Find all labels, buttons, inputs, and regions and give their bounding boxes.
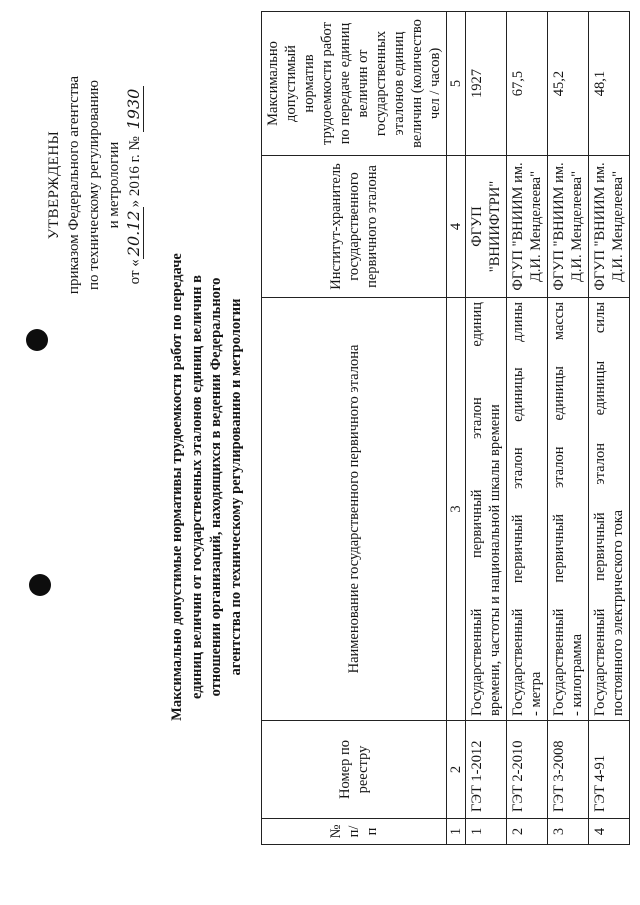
- approval-block: [44, 65, 145, 305]
- cell-name: [466, 298, 507, 721]
- table-row: [589, 12, 630, 845]
- document-title: [168, 237, 246, 737]
- name-line: постоянного электрического тока: [610, 509, 626, 716]
- name-line: Государственный первичный эталон единицы силы: [592, 302, 608, 716]
- column-number: 4: [447, 156, 466, 298]
- approval-line: приказом Федерального агентства: [66, 75, 82, 295]
- header-norm: Максимально допустимый норматив трудоемкости работ по передаче единиц величин от государственных эталонов единиц величин (количество чел / часов): [262, 12, 447, 156]
- name-line: - килограмма: [569, 633, 585, 716]
- cell-institute: ФГУП "ВНИИМ им. Д.И. Менделеева": [548, 156, 589, 298]
- table-row: [507, 12, 548, 845]
- cell-institute: ФГУП "ВНИИМ им. Д.И. Менделеева": [589, 156, 630, 298]
- name-line: времени, частоты и национальной шкалы времени: [487, 404, 503, 716]
- date-prefix: от «: [127, 259, 143, 285]
- approval-date-line: [124, 65, 145, 305]
- cell-norm: 45,2: [548, 12, 589, 156]
- cell-institute: ФГУП "ВНИИМ им. Д.И. Менделеева": [507, 156, 548, 298]
- cell-norm: 1927: [466, 12, 507, 156]
- cell-num: 1: [466, 819, 507, 845]
- handwritten-order-number: 1930: [124, 86, 144, 133]
- cell-institute: ФГУП "ВНИИФТРИ": [466, 156, 507, 298]
- title-line: агентства по техническому регулированию и метрологии: [227, 298, 244, 676]
- title-line: Максимально допустимые нормативы трудоемкости работ по передаче: [169, 253, 185, 721]
- name-line: Государственный первичный эталон единиц: [469, 302, 485, 716]
- name-line: Государственный первичный эталон единицы массы: [551, 302, 567, 716]
- cell-registry: ГЭТ 2-2010: [507, 721, 548, 819]
- approval-line: и метрологии: [106, 141, 122, 229]
- handwritten-date: 20.12: [124, 207, 144, 259]
- cell-norm: 67,5: [507, 12, 548, 156]
- table-row: [548, 12, 589, 845]
- standards-table: [261, 11, 630, 845]
- column-number: 2: [447, 721, 466, 819]
- column-number-row: [447, 12, 466, 845]
- cell-num: 3: [548, 819, 589, 845]
- cell-norm: 48,1: [589, 12, 630, 156]
- date-year: » 2016 г. №: [127, 136, 143, 208]
- cell-registry: ГЭТ 4-91: [589, 721, 630, 819]
- column-number: 3: [447, 298, 466, 721]
- header-name: Наименование государственного первичного эталона: [262, 298, 447, 721]
- name-line: - метра: [528, 671, 544, 716]
- table-row: [466, 12, 507, 845]
- header-registry: Номер по реестру: [262, 721, 447, 819]
- cell-registry: ГЭТ 3-2008: [548, 721, 589, 819]
- title-line: отношении организаций, находящихся в ведении Федерального: [208, 277, 224, 697]
- column-number: 5: [447, 12, 466, 156]
- cell-name: [507, 298, 548, 721]
- cell-registry: ГЭТ 1-2012: [466, 721, 507, 819]
- cell-name: [589, 298, 630, 721]
- title-line: единиц величин от государственных эталонов единиц величин в: [188, 275, 205, 699]
- cell-num: 4: [589, 819, 630, 845]
- column-number: 1: [447, 819, 466, 845]
- approval-title: УТВЕРЖДЕНЫ: [46, 130, 62, 240]
- approval-line: по техническому регулированию: [86, 79, 102, 291]
- header-institute: Институт-хранитель государственного первичного эталона: [262, 156, 447, 298]
- cell-name: [548, 298, 589, 721]
- name-line: Государственный первичный эталон единицы длины: [510, 302, 526, 716]
- table-header-row: [262, 12, 447, 845]
- cell-num: 2: [507, 819, 548, 845]
- header-num: № п/п: [262, 819, 447, 845]
